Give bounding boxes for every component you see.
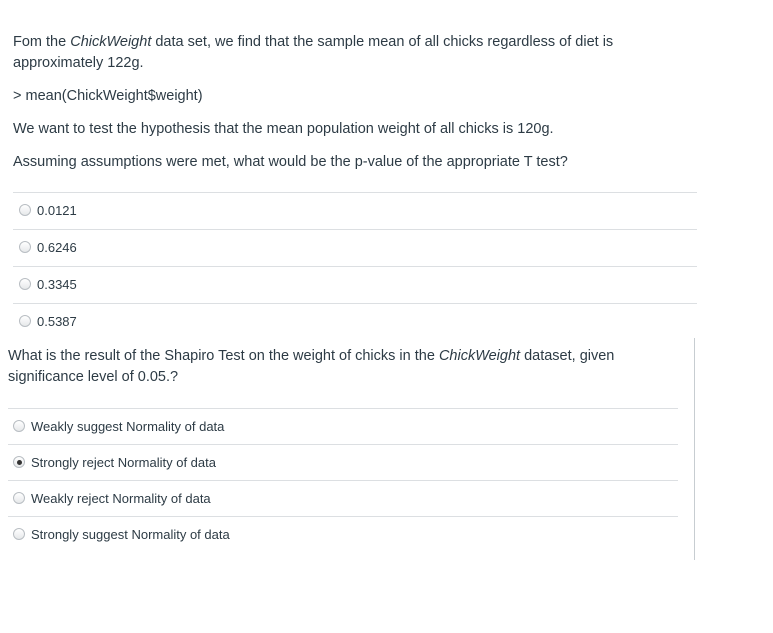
answer-option[interactable] <box>8 408 678 444</box>
question-2-answers <box>8 408 678 552</box>
answer-option[interactable] <box>13 303 697 340</box>
hypothesis-text: We want to test the hypothesis that the mean population weight of all chicks is 120g. <box>13 121 554 137</box>
radio-button[interactable] <box>19 204 31 216</box>
question-1-intro <box>13 32 697 74</box>
radio-button[interactable] <box>19 241 31 253</box>
question-1 <box>13 32 697 173</box>
answer-label: 0.5387 <box>37 314 77 329</box>
answer-option[interactable] <box>13 266 697 303</box>
radio-button[interactable] <box>19 315 31 327</box>
answer-label: Weakly suggest Normality of data <box>31 419 225 434</box>
question-1-prompt: Assuming assumptions were met, what would be the p-value of the appropriate T test? <box>13 154 568 170</box>
question-2-prompt <box>8 346 684 388</box>
answer-label: Strongly reject Normality of data <box>31 455 216 470</box>
prompt-text-cont: dataset, given significance level of 0.05.? <box>8 348 615 385</box>
answer-label: 0.3345 <box>37 277 77 292</box>
prompt-text: What is the result of the Shapiro Test on the weight of chicks in the <box>8 348 439 364</box>
dataset-name: ChickWeight <box>438 348 521 364</box>
answer-option[interactable] <box>8 444 678 480</box>
intro-text: Fom the <box>13 34 71 50</box>
answer-option[interactable] <box>13 229 697 266</box>
radio-button[interactable] <box>19 278 31 290</box>
answer-label: Weakly reject Normality of data <box>31 491 211 506</box>
r-code-line: > mean(ChickWeight$weight) <box>13 88 203 104</box>
radio-button[interactable] <box>13 528 25 540</box>
dataset-name: ChickWeight <box>70 34 152 50</box>
answer-option[interactable] <box>8 480 678 516</box>
intro-text-cont: data set, we find that the sample mean of all chicks regardless of diet is approximately 122g. <box>13 34 614 71</box>
radio-button-selected[interactable] <box>13 456 25 468</box>
answer-label: 0.6246 <box>37 240 77 255</box>
answer-label: 0.0121 <box>37 203 77 218</box>
radio-button[interactable] <box>13 420 25 432</box>
question-2 <box>8 346 684 388</box>
answer-option[interactable] <box>8 516 678 552</box>
answer-option[interactable] <box>13 192 697 229</box>
vertical-divider <box>694 338 695 560</box>
answer-label: Strongly suggest Normality of data <box>31 527 230 542</box>
radio-button[interactable] <box>13 492 25 504</box>
question-1-answers <box>13 192 697 340</box>
